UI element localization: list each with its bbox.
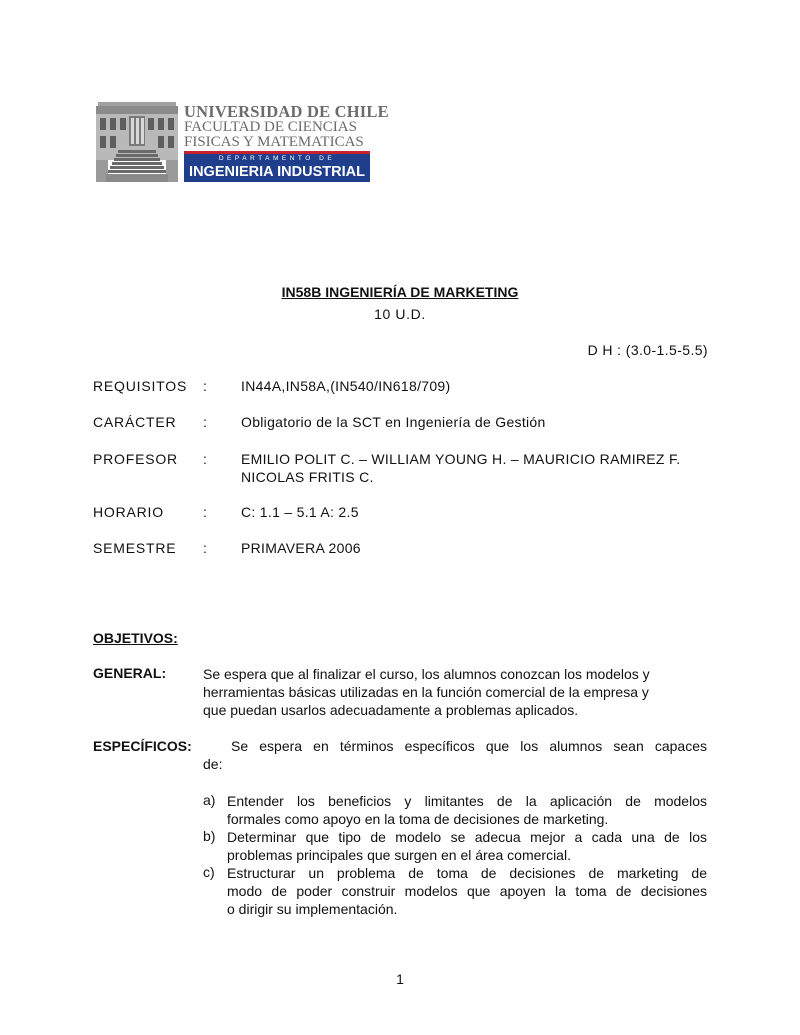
field-colon: : bbox=[203, 540, 207, 556]
course-units: 10 U.D. bbox=[374, 306, 426, 322]
list-item-line: problemas principales que surgen en el área comercial. bbox=[227, 847, 571, 863]
general-line: que puedan usarlos adecuadamente a problemas aplicados. bbox=[203, 702, 579, 718]
general-label: GENERAL: bbox=[93, 665, 167, 681]
especificos-label: ESPECÍFICOS: bbox=[93, 738, 192, 754]
requisitos-value: IN44A,IN58A,(IN540/IN618/709) bbox=[241, 378, 451, 394]
caracter-value: Obligatorio de la SCT en Ingeniería de Gestión bbox=[241, 414, 546, 430]
caracter-label: CARÁCTER bbox=[93, 414, 177, 430]
profesor-value: EMILIO POLIT C. – WILLIAM YOUNG H. – MAURICIO RAMIREZ F. bbox=[241, 451, 681, 467]
horario-label: HORARIO bbox=[93, 504, 164, 520]
course-hours: D H : (3.0-1.5-5.5) bbox=[587, 342, 708, 358]
list-item-letter: c) bbox=[203, 864, 215, 880]
logo-faculty-line2: FISICAS Y MATEMATICAS bbox=[184, 134, 364, 150]
logo-department-band bbox=[184, 151, 370, 182]
general-line: Se espera que al finalizar el curso, los alumnos conozcan los modelos y bbox=[203, 666, 650, 682]
university-logo bbox=[96, 102, 389, 182]
especificos-line: de: bbox=[203, 756, 223, 772]
list-item bbox=[227, 864, 707, 918]
logo-faculty-line1: FACULTAD DE CIENCIAS bbox=[184, 119, 357, 135]
list-item-line: modo de poder construir modelos que apoyen la toma de decisiones bbox=[227, 883, 707, 899]
field-colon: : bbox=[203, 451, 207, 467]
profesor-label: PROFESOR bbox=[93, 451, 178, 467]
list-item bbox=[227, 792, 707, 828]
list-item-line: Determinar que tipo de modelo se adecua mejor a cada una de los bbox=[227, 829, 707, 845]
logo-department-label: DEPARTAMENTO DE bbox=[218, 155, 336, 162]
field-colon: : bbox=[203, 414, 207, 430]
logo-university-name: UNIVERSIDAD DE CHILE bbox=[184, 102, 389, 121]
field-colon: : bbox=[203, 504, 207, 520]
objetivos-heading: OBJETIVOS: bbox=[93, 630, 178, 646]
list-item-line: o dirigir su implementación. bbox=[227, 901, 398, 917]
logo-department-name: INGENIERIA INDUSTRIAL bbox=[189, 164, 365, 180]
semestre-value: PRIMAVERA 2006 bbox=[241, 540, 361, 556]
list-item-line: Entender los beneficios y limitantes de la aplicación de modelos bbox=[227, 793, 707, 809]
page-number: 1 bbox=[396, 971, 404, 987]
horario-value: C: 1.1 – 5.1 A: 2.5 bbox=[241, 504, 359, 520]
list-item-line: Estructurar un problema de toma de decisiones de marketing de bbox=[227, 865, 707, 881]
field-colon: : bbox=[203, 378, 207, 394]
especificos-line: Se espera en términos específicos que los alumnos sean capaces bbox=[231, 738, 707, 754]
general-paragraph bbox=[203, 665, 707, 719]
list-item-letter: a) bbox=[203, 792, 216, 808]
list-item-line: formales como apoyo en la toma de decisiones de marketing. bbox=[227, 811, 609, 827]
semestre-label: SEMESTRE bbox=[93, 540, 177, 556]
course-title: IN58B INGENIERÍA DE MARKETING bbox=[281, 284, 519, 300]
general-line: herramientas básicas utilizadas en la función comercial de la empresa y bbox=[203, 684, 649, 700]
list-item bbox=[227, 828, 707, 864]
profesor-value-line2: NICOLAS FRITIS C. bbox=[241, 469, 374, 485]
faculty-building-icon bbox=[96, 102, 178, 182]
requisitos-label: REQUISITOS bbox=[93, 378, 188, 394]
list-item-letter: b) bbox=[203, 828, 216, 844]
